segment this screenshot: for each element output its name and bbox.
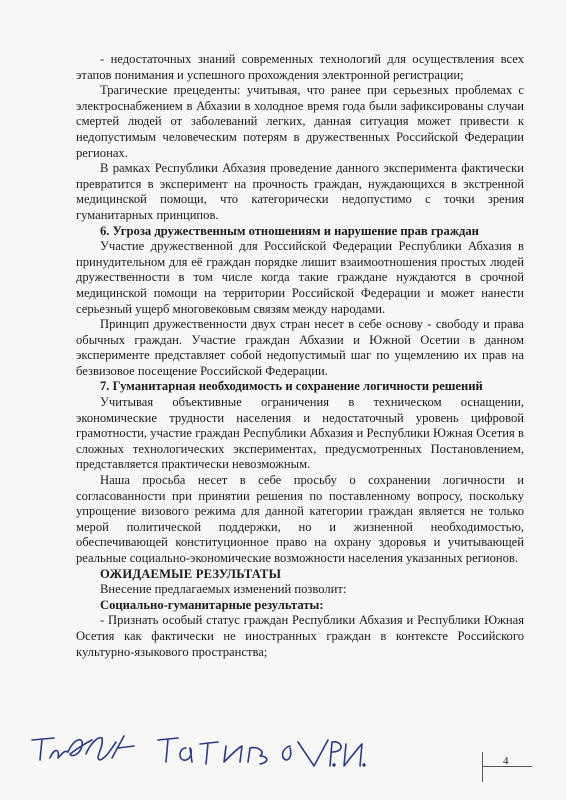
paragraph: - недостаточных знаний современных технологий для осуществления всех этапов понимания и успешного прохождения электронной регистрации; xyxy=(76,52,524,82)
paragraph: Трагические прецеденты: учитывая, что ранее при серьезных проблемах с электроснабжением в Абхазии в холодное время года были зафиксированы случаи смертей людей от заболеваний легких, данная ситуация может привести к недопустимым человеческим потерям в дружественных Российской Федерации регионах. xyxy=(76,83,524,160)
paragraph: Участие дружественной для Российской Федерации Республики Абхазия в принудительном для её граждан порядке лишит взаимоотношения простых людей дружественности в том числе когда такие граждане нуждаются в срочной медицинской помощи на территории Российской Федерации и может нанести серьезный ущерб многовековым связям между народами. xyxy=(76,239,524,316)
paragraph: Учитывая объективные ограничения в техническом оснащении, экономические трудности населения и недостаточный уровень цифровой грамотности, участие граждан Республики Абхазия и Республики Южная Осетия в сложных технологических экспериментах, предусмотренных Постановлением, представляется практически невозможным. xyxy=(76,395,524,472)
paragraph: Внесение предлагаемых изменений позволит: xyxy=(100,582,347,597)
page-number: 4 xyxy=(503,755,509,767)
subsection-heading: Социально-гуманитарные результаты: xyxy=(100,597,324,612)
section-heading: 7. Гуманитарная необходимость и сохранение логичности решений xyxy=(100,379,483,394)
paragraph: В рамках Республики Абхазия проведение данного эксперимента фактически превратится в эксперимент на прочность граждан, нуждающихся в экстренной медицинской помощи, что категорически недопустимо с точки зрения гуманитарных принципов. xyxy=(76,161,524,222)
paragraph: Принцип дружественности двух стран несет в себе основу - свободу и права обычных граждан. Участие граждан Абхазии и Южной Осетии в данном эксперименте представляет собой недопустимый шаг по ущемлению их прав на безвизовое посещение Российской Федерации. xyxy=(76,317,524,378)
handwritten-signature xyxy=(28,718,368,778)
footer-divider xyxy=(482,752,483,782)
document-body xyxy=(76,52,524,660)
paragraph: Наша просьба несет в себе просьбу о сохранении логичности и согласованности при принятии решения по поставленному вопросу, поскольку упрощение визового режима для данной категории граждан является не только мерой политической поддержки, но и жизненной необходимостью, обеспечивающей конституционное право на охрану здоровья и учитывающей реальные социально-экономические возможности населения указанных регионов. xyxy=(76,473,524,565)
section-heading: 6. Угроза дружественным отношениям и нарушение прав граждан xyxy=(100,223,479,238)
section-heading: ОЖИДАЕМЫЕ РЕЗУЛЬТАТЫ xyxy=(100,566,282,581)
paragraph: - Признать особый статус граждан Республики Абхазия и Республики Южная Осетия как фактически не иностранных граждан в контексте Российского культурно-языкового пространства; xyxy=(76,613,524,659)
